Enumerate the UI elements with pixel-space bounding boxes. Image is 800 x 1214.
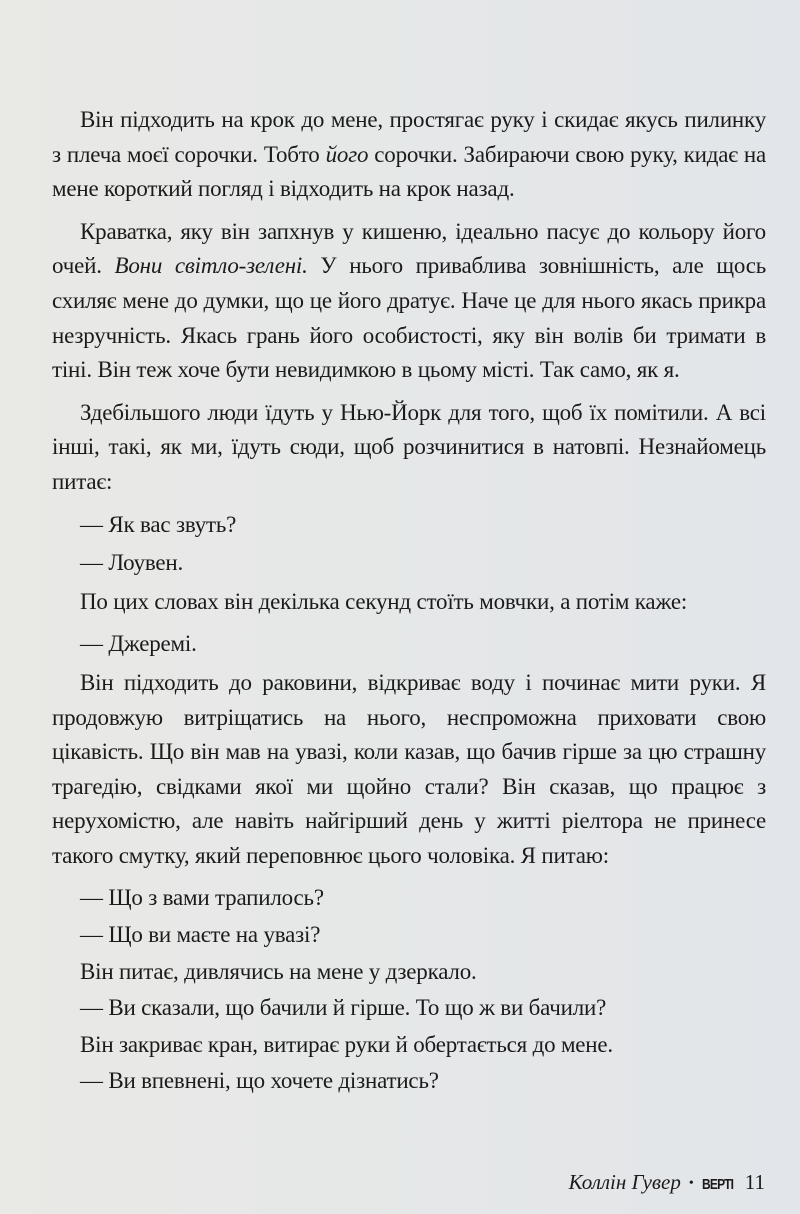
footer-book-title: ВЕРТІ — [701, 1176, 733, 1193]
paragraph-2-text-b: У нього приваблива зовнішність, але щось схиляє мене до думки, що це його дратує. Наче це для нього якась прикра незручність. Якась грань його особистості, яку він волів би тримати в тіні. Він теж хоче бути невидимкою в цьому місті. Так само, як я. — [52, 253, 766, 383]
page-number: 11 — [744, 1170, 765, 1194]
footer-author: Коллін Гувер — [568, 1170, 681, 1194]
dialog-line-3 — [52, 627, 766, 662]
paragraph-1-text-b: сорочки. Забираючи свою руку, кидає на мене короткий погляд і відходить на крок назад. — [52, 141, 766, 202]
dialog-line-1-text: — Як вас звуть? — [80, 511, 237, 537]
paragraph-3-text: Здебільшого люди їдуть у Нью-Йорк для того, щоб їх помітили. А всі інші, такі, як ми, їдуть сюди, щоб розчинитися в натовпі. Незнайомець питає: — [52, 399, 766, 494]
paragraph-1-emphasis: його — [325, 141, 369, 167]
paragraph-2-emphasis: Вони світло-зелені. — [114, 253, 308, 279]
dialog-line-4 — [52, 881, 766, 916]
dialog-line-2 — [52, 546, 766, 581]
dialog-line-7-text: — Ви впевнені, що хочете дізнатись? — [80, 1068, 439, 1094]
paragraph-4-text: По цих словах він декілька секунд стоїть мовчки, а потім каже: — [80, 588, 688, 614]
paragraph-3 — [52, 396, 766, 500]
paragraph-7-text: Він закриває кран, витирає руки й обертається до мене. — [80, 1031, 613, 1057]
dialog-line-3-text: — Джеремі. — [80, 631, 197, 657]
dialog-line-5-text: — Що ви маєте на увазі? — [80, 922, 321, 948]
dialog-line-5 — [52, 918, 766, 953]
paragraph-5-text: Він підходить до раковини, відкриває воду і починає мити руки. Я продовжую витріщатись на нього, неспроможна приховати свою цікавість. Що він мав на увазі, коли казав, що бачив гірше за цю страшну трагедію, свідками якої ми щойно стали? Він сказав, що працює з нерухомістю, але навіть найгірший день у житті ріелтора не принесе такого смутку, який переповнює цього чоловіка. Я питаю: — [52, 669, 766, 868]
footer-separator: • — [688, 1176, 694, 1191]
dialog-line-6-text: — Ви сказали, що бачили й гірше. То що ж ви бачили? — [80, 995, 607, 1021]
paragraph-6 — [52, 955, 766, 990]
book-page-body — [52, 103, 766, 1101]
dialog-line-4-text: — Що з вами трапилось? — [80, 885, 324, 911]
dialog-line-7 — [52, 1064, 766, 1099]
paragraph-6-text: Він питає, дивлячись на мене у дзеркало. — [80, 958, 477, 984]
paragraph-1 — [52, 103, 766, 207]
dialog-line-1 — [52, 508, 766, 543]
paragraph-5 — [52, 666, 766, 874]
dialog-line-6 — [52, 991, 766, 1026]
paragraph-1-text-a: Він підходить на крок до мене, простягає руку і скидає якусь пилинку з плеча моєї сорочки. Тобто — [52, 107, 766, 167]
paragraph-4 — [52, 585, 766, 620]
paragraph-2 — [52, 215, 766, 388]
page-footer — [569, 1170, 765, 1195]
dialog-line-2-text: — Лоувен. — [80, 550, 184, 576]
paragraph-2-text-a: Краватка, яку він запхнув у кишеню, ідеально пасує до кольору його очей. — [52, 218, 766, 279]
paragraph-7 — [52, 1028, 766, 1063]
